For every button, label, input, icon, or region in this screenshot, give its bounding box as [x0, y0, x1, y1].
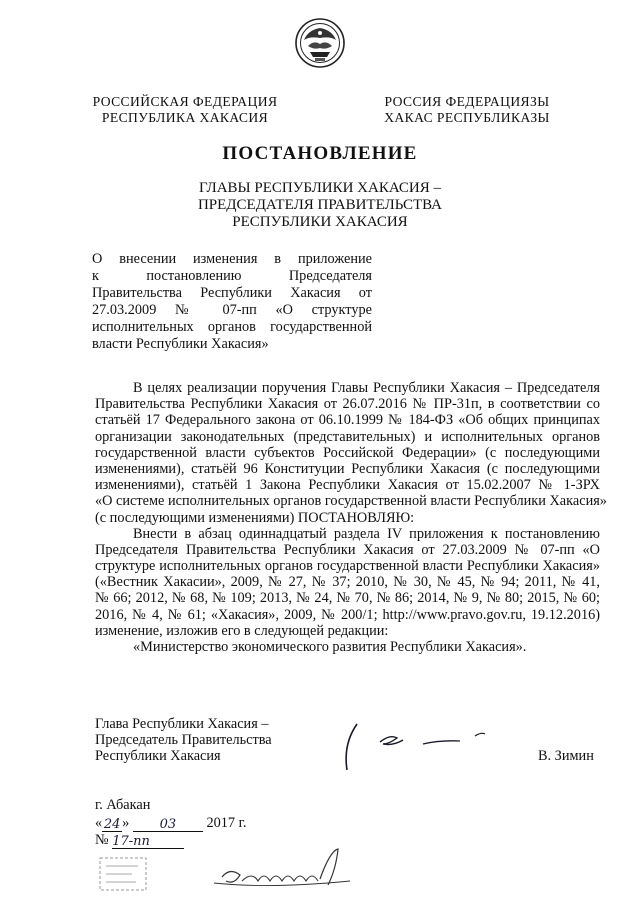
- subject-line: 27.03.2009 № 07-пп «О структуре: [92, 302, 372, 318]
- body-line: статьёй 17 Федерального закона от 06.10.1999 № 184-ФЗ «Об общих принципах: [95, 412, 600, 429]
- document-subject: [92, 251, 372, 353]
- signatory-title: [95, 716, 272, 764]
- stamp-icon: [98, 854, 150, 894]
- header-right-line-2: ХАКАС РЕСПУБЛИКАЗЫ: [384, 110, 550, 125]
- header-left-line-1: РОССИЙСКАЯ ФЕДЕРАЦИЯ: [92, 94, 278, 109]
- document-subtitle: [0, 180, 640, 231]
- signatory-name: В. Зимин: [538, 748, 594, 764]
- subject-line: О внесении изменения в приложение: [92, 251, 372, 267]
- body-line: организации законодательных (представительных) и исполнительных органов: [95, 428, 600, 445]
- subject-line: к постановлению Председателя: [92, 268, 372, 284]
- header-right-line-1: РОССИЯ ФЕДЕРАЦИЯЗЫ: [384, 94, 550, 109]
- body-line: № 66; 2012, № 68, № 109; 2013, № 24, № 70, № 86; 2014, № 9, № 80; 2015, № 60;: [95, 590, 600, 607]
- document-date: [95, 815, 295, 833]
- place-of-signing: г. Абакан: [95, 797, 151, 813]
- number-value: 17-пп: [112, 834, 150, 849]
- date-month-field: [133, 816, 203, 832]
- subtitle-line-2: ПРЕДСЕДАТЕЛЯ ПРАВИТЕЛЬСТВА: [197, 197, 443, 213]
- date-day-field: [102, 816, 122, 832]
- body-line: (с последующими изменениями) ПОСТАНОВЛЯЮ:: [95, 509, 415, 526]
- body-line: государственной власти субъектов Российской Федерации» (с последующими: [95, 444, 600, 461]
- number-field: [112, 833, 184, 849]
- subject-line: власти Республики Хакасия»: [92, 336, 269, 352]
- body-line: 2016, № 4, № 61; «Хакасия», 2009, № 200/1; http://www.pravo.gov.ru, 19.12.2016): [95, 606, 600, 623]
- signatory-line: Председатель Правительства: [95, 732, 272, 748]
- header-russian: [90, 94, 280, 126]
- date-month: 03: [159, 817, 177, 832]
- header-khakas: [372, 94, 562, 126]
- coat-of-arms-icon: [294, 16, 346, 70]
- document-title: ПОСТАНОВЛЕНИЕ: [222, 143, 418, 164]
- header-left-line-2: РЕСПУБЛИКА ХАКАСИЯ: [101, 110, 269, 125]
- date-day: 24: [103, 817, 121, 832]
- body-line: «Министерство экономического развития Республики Хакасия».: [133, 639, 527, 655]
- subtitle-line-3: РЕСПУБЛИКИ ХАКАСИЯ: [232, 214, 408, 230]
- signatory-line: Глава Республики Хакасия –: [95, 716, 269, 732]
- body-line: Правительства Республики Хакасия от 26.07.2016 № ПР-31п, в соответствии со: [95, 396, 600, 413]
- body-line: изменениями), статьёй 96 Конституции Республики Хакасия (с последующими: [95, 460, 600, 477]
- signatory-line: Республики Хакасия: [95, 748, 221, 764]
- body-line: В целях реализации поручения Главы Республики Хакасия – Председателя: [133, 380, 600, 396]
- handwritten-initials-icon: [200, 845, 360, 897]
- date-open-quote: «: [95, 815, 103, 831]
- body-line: («Вестник Хакасии», 2009, № 27, № 37; 2010, № 30, № 45, № 94; 2011, № 41,: [95, 574, 600, 591]
- subject-line: исполнительных органов государственной: [92, 319, 372, 335]
- document-body: [95, 380, 607, 655]
- body-line: Внести в абзац одиннадцатый раздела IV приложения к постановлению: [133, 525, 600, 542]
- date-year: 2017 г.: [206, 815, 247, 831]
- body-line: «О системе исполнительных органов государственной власти Республики Хакасия»: [95, 493, 607, 510]
- body-line: Председателя Правительства Республики Хакасия от 27.03.2009 № 07-пп «О: [95, 541, 600, 558]
- date-close-quote: »: [122, 815, 130, 831]
- body-line: изменениями), статьёй 1 Закона Республики Хакасия от 15.02.2007 № 1-ЗРХ: [95, 477, 600, 494]
- subtitle-line-1: ГЛАВЫ РЕСПУБЛИКИ ХАКАСИЯ –: [198, 180, 442, 196]
- body-line: изменение, изложив его в следующей редакции:: [95, 622, 389, 639]
- handwritten-signature-icon: [335, 714, 495, 774]
- subject-line: Правительства Республики Хакасия от: [92, 285, 372, 301]
- body-line: структуре исполнительных органов государственной власти Республики Хакасия»: [95, 558, 600, 575]
- number-prefix: №: [95, 832, 109, 848]
